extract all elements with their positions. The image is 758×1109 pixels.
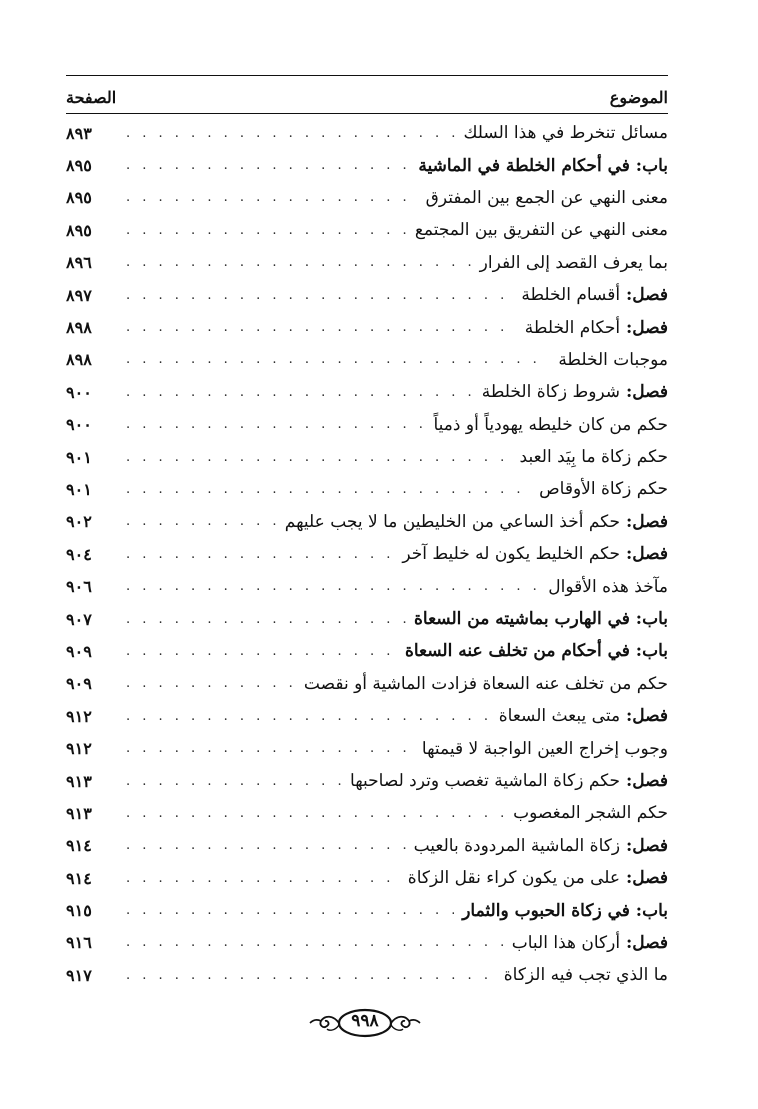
toc-entry [66, 765, 668, 797]
entry-title [342, 771, 668, 791]
entry-prefix: باب: [629, 900, 668, 921]
entry-page-number: ٩٠٩ [66, 641, 92, 661]
entry-title [277, 512, 668, 532]
dot-leader [126, 579, 540, 594]
entry-title [496, 965, 668, 985]
entry-prefix: باب: [629, 155, 668, 176]
toc-entry [66, 700, 668, 732]
entry-page-number: ٩٠٠ [66, 415, 92, 435]
entry-title [414, 739, 668, 759]
entry-page-number: ٩١٤ [66, 836, 92, 856]
entry-prefix: فصل: [620, 285, 668, 306]
toc-entry [66, 182, 668, 214]
dot-leader [126, 741, 414, 756]
entry-title [531, 479, 668, 499]
toc-entry [66, 376, 668, 408]
toc-entry [66, 862, 668, 894]
dot-leader [126, 838, 406, 853]
toc-entry [66, 409, 668, 441]
entry-title [425, 415, 668, 435]
entry-title [512, 447, 668, 467]
toc-entry [66, 506, 668, 538]
dot-leader [126, 774, 342, 789]
entry-page-number: ٩٠٧ [66, 609, 92, 629]
entry-prefix: فصل: [620, 511, 668, 532]
entry-title [491, 706, 668, 726]
entry-title [406, 609, 668, 629]
dot-leader [126, 514, 277, 529]
toc-entry [66, 214, 668, 246]
entry-title-text: معنى النهي عن الجمع بين المفترق [425, 187, 668, 208]
entry-prefix: فصل: [620, 771, 668, 791]
toc-entry [66, 927, 668, 959]
toc-entry [66, 344, 668, 376]
entry-title [504, 933, 668, 953]
entry-title [474, 382, 668, 402]
toc-entry [66, 441, 668, 473]
entry-page-number: ٩١٥ [66, 901, 92, 921]
entry-title [455, 123, 668, 143]
entry-prefix: فصل: [620, 544, 668, 565]
dot-leader [126, 223, 407, 238]
toc-entry [66, 894, 668, 926]
entry-page-number: ٩١٣ [66, 771, 92, 791]
entry-title [454, 901, 668, 921]
dot-leader [126, 352, 550, 367]
page-number-ornament [305, 1005, 425, 1041]
toc-header [66, 82, 668, 112]
entry-title [540, 577, 668, 597]
entry-page-number: ٨٩٧ [66, 285, 92, 305]
dot-leader [126, 547, 394, 562]
entry-title-text: حكم من كان خليطه يهودياً أو ذمياً [433, 414, 668, 435]
entry-page-number: ٩٠١ [66, 447, 92, 467]
entry-title [410, 156, 668, 176]
dot-leader [126, 190, 418, 205]
entry-title-text: أقسام الخلطة [521, 285, 621, 306]
entry-page-number: ٨٩٣ [66, 123, 92, 143]
toc-entry [66, 732, 668, 764]
entry-title [296, 674, 668, 694]
entry-title-text: موجبات الخلطة [558, 349, 668, 370]
entry-page-number: ٩١٢ [66, 739, 92, 759]
header-bottom-rule [66, 113, 668, 114]
entry-page-number: ٨٩٨ [66, 350, 92, 370]
entry-title [472, 253, 668, 273]
toc-entry [66, 570, 668, 602]
entry-title-text: حكم زكاة الأوقاص [539, 479, 668, 500]
entry-title [505, 803, 668, 823]
entry-page-number: ٨٩٨ [66, 318, 92, 338]
toc-entry [66, 830, 668, 862]
dot-leader [126, 968, 496, 983]
entry-title-text: حكم الشجر المغصوب [513, 803, 668, 824]
entry-title-text: وجوب إخراج العين الواجبة لا قيمتها [421, 738, 668, 759]
entry-title-text: ما الذي تجب فيه الزكاة [503, 965, 668, 986]
entry-prefix: باب: [629, 609, 668, 630]
entry-title [397, 641, 668, 661]
entry-prefix: فصل: [620, 382, 668, 403]
entry-title [407, 220, 668, 240]
toc-entry [66, 668, 668, 700]
dot-leader [126, 935, 504, 950]
entry-page-number: ٩٠٤ [66, 544, 92, 564]
dot-leader [126, 158, 410, 173]
entry-page-number: ٩١٧ [66, 965, 92, 985]
entry-page-number: ٩٠٠ [66, 382, 92, 402]
table-of-contents [66, 117, 668, 992]
header-top-rule [66, 75, 668, 76]
toc-entry [66, 635, 668, 667]
toc-entry [66, 959, 668, 991]
entry-title [517, 318, 668, 338]
entry-title-text: أحكام الخلطة [524, 317, 621, 338]
entry-page-number: ٨٩٦ [66, 253, 92, 273]
dot-leader [126, 903, 454, 918]
entry-title-text: متى يبعث السعاة [498, 706, 621, 727]
dot-leader [126, 871, 400, 886]
entry-title-text: معنى النهي عن التفريق بين المجتمع [414, 220, 668, 241]
entry-title-text: في الهارب بماشيته من السعاة [414, 609, 630, 630]
dot-leader [126, 255, 472, 270]
entry-title-text: حكم زكاة الماشية تغصب وترد لصاحبها [350, 771, 621, 791]
entry-page-number: ٩١٣ [66, 803, 92, 823]
toc-entry [66, 797, 668, 829]
toc-entry [66, 603, 668, 635]
entry-title-text: بما يعرف القصد إلى الفرار [479, 252, 668, 273]
dot-leader [126, 126, 455, 141]
entry-title-text: في أحكام الخلطة في الماشية [418, 155, 630, 176]
topic-column-label: الموضوع [609, 87, 668, 107]
entry-prefix: فصل: [620, 706, 668, 727]
entry-page-number: ٩١٦ [66, 933, 92, 953]
entry-page-number: ٨٩٥ [66, 188, 92, 208]
entry-page-number: ٩٠٦ [66, 577, 92, 597]
dot-leader [126, 482, 531, 497]
entry-title-text: على من يكون كراء نقل الزكاة [407, 868, 621, 889]
entry-title [406, 836, 668, 856]
entry-page-number: ٩٠٩ [66, 674, 92, 694]
entry-title-text: مسائل تنخرط في هذا السلك [463, 123, 668, 144]
entry-prefix: فصل: [620, 868, 668, 889]
entry-title-text: في أحكام من تخلف عنه السعاة [404, 641, 630, 662]
entry-title-text: حكم من تخلف عنه السعاة فزادت الماشية أو نقصت [303, 673, 668, 694]
entry-page-number: ٩١٢ [66, 706, 92, 726]
dot-leader [126, 709, 491, 724]
dot-leader [126, 644, 397, 659]
entry-title-text: أركان هذا الباب [511, 932, 621, 953]
entry-prefix: باب: [629, 641, 668, 662]
entry-page-number: ٨٩٥ [66, 220, 92, 240]
dot-leader [126, 450, 512, 465]
entry-title-text: مآخذ هذه الأقوال [548, 576, 668, 597]
dot-leader [126, 385, 474, 400]
dot-leader [126, 676, 296, 691]
toc-entry [66, 311, 668, 343]
entry-title [394, 544, 668, 564]
toc-entry [66, 149, 668, 181]
entry-title-text: شروط زكاة الخلطة [481, 382, 621, 403]
entry-page-number: ٨٩٥ [66, 156, 92, 176]
entry-title-text: في زكاة الحبوب والثمار [462, 900, 630, 921]
entry-prefix: فصل: [620, 317, 668, 338]
dot-leader [126, 320, 517, 335]
page-number: ٩٩٨ [351, 1011, 379, 1031]
toc-entry [66, 473, 668, 505]
entry-title-text: حكم أخذ الساعي من الخليطين ما لا يجب عليهم [284, 511, 621, 532]
entry-prefix: فصل: [620, 932, 668, 953]
entry-page-number: ٩٠١ [66, 479, 92, 499]
entry-title [550, 350, 668, 370]
dot-leader [126, 806, 505, 821]
entry-page-number: ٩١٤ [66, 868, 92, 888]
entry-title [513, 285, 668, 305]
page-column-label: الصفحة [66, 87, 117, 107]
dot-leader [126, 288, 513, 303]
entry-title-text: زكاة الماشية المردودة بالعيب [413, 835, 621, 856]
entry-title [418, 188, 668, 208]
dot-leader [126, 612, 406, 627]
entry-page-number: ٩٠٢ [66, 512, 92, 532]
toc-entry [66, 279, 668, 311]
toc-entry [66, 247, 668, 279]
entry-prefix: فصل: [620, 835, 668, 856]
entry-title-text: حكم الخليط يكون له خليط آخر [402, 544, 621, 565]
toc-entry [66, 117, 668, 149]
dot-leader [126, 417, 425, 432]
toc-entry [66, 538, 668, 570]
entry-title-text: حكم زكاة ما بِيَد العبد [519, 447, 668, 468]
entry-title [400, 868, 668, 888]
